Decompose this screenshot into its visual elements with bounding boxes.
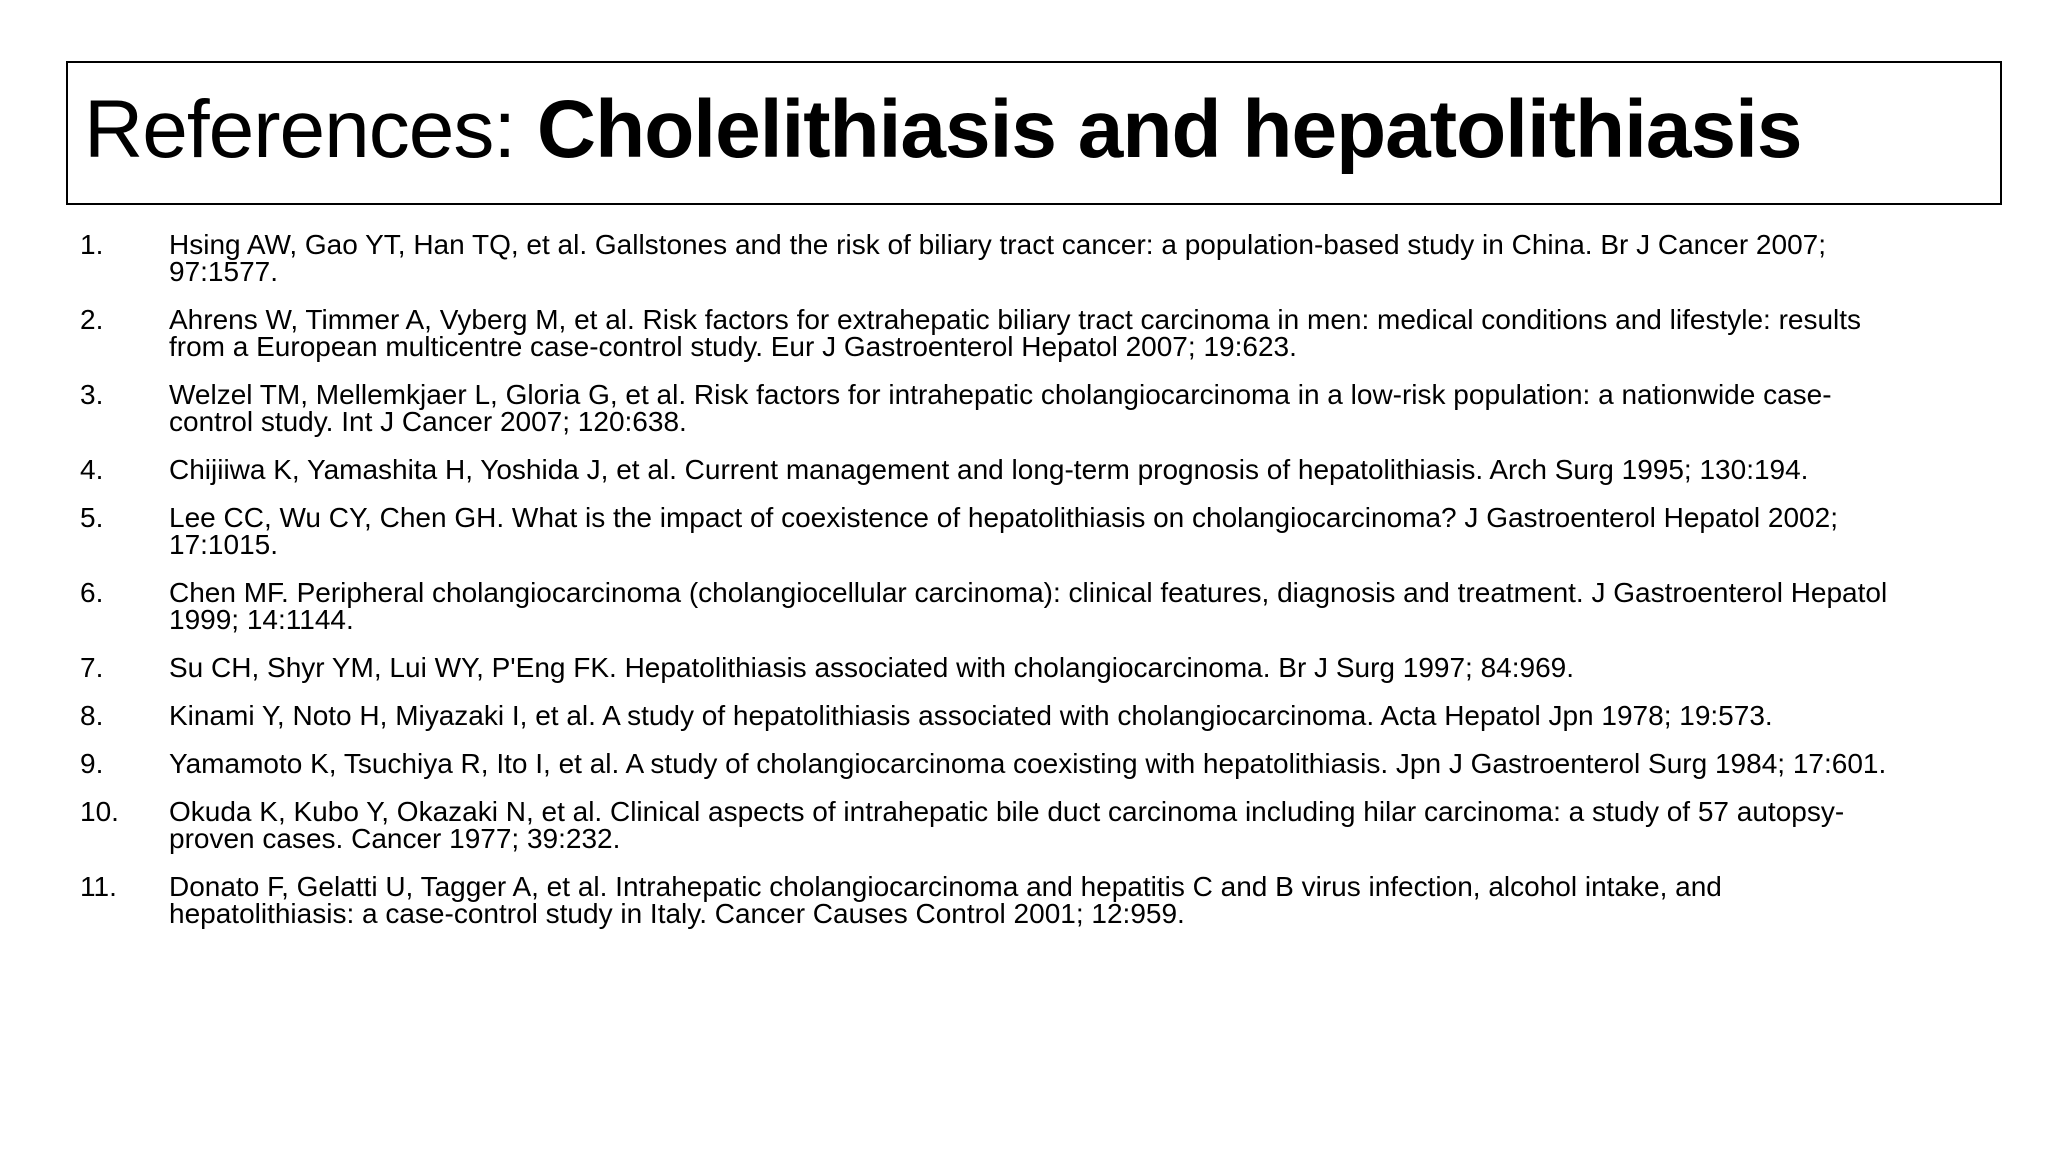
title-main: Cholelithiasis and hepatolithiasis (536, 84, 1802, 175)
reference-line: Lee CC, Wu CY, Chen GH. What is the impact of coexistence of hepatolithiasis on cholangiocarcinoma? J Gastroenterol Hepatol 2002; (169, 502, 1838, 533)
reference-number: 5. (80, 502, 104, 533)
reference-text (169, 579, 1980, 633)
reference-text (169, 750, 1980, 777)
title-box (66, 61, 2002, 205)
reference-line: 1999; 14:1144. (169, 604, 354, 635)
reference-number: 1. (80, 229, 104, 260)
reference-line: Kinami Y, Noto H, Miyazaki I, et al. A study of hepatolithiasis associated with cholangiocarcinoma. Acta Hepatol Jpn 1978; 19:573. (169, 700, 1773, 731)
reference-item (80, 702, 1980, 729)
reference-item (80, 306, 1980, 360)
reference-text (169, 654, 1980, 681)
reference-item (80, 750, 1980, 777)
reference-item (80, 381, 1980, 435)
reference-line: Chijiiwa K, Yamashita H, Yoshida J, et al. Current management and long-term prognosis of hepatolithiasis. Arch Surg 1995; 130:194. (169, 454, 1809, 485)
reference-number: 3. (80, 379, 104, 410)
reference-list (80, 231, 1980, 948)
reference-text (169, 456, 1980, 483)
reference-number: 8. (80, 700, 104, 731)
reference-text (169, 504, 1980, 558)
reference-item (80, 231, 1980, 285)
reference-text (169, 306, 1980, 360)
reference-line: Welzel TM, Mellemkjaer L, Gloria G, et al. Risk factors for intrahepatic cholangiocarcinoma in a low-risk population: a nationwide case- (169, 379, 1832, 410)
reference-text (169, 231, 1980, 285)
reference-line: Chen MF. Peripheral cholangiocarcinoma (cholangiocellular carcinoma): clinical features, diagnosis and treatment. J Gastroenterol Hepatol (169, 577, 1888, 608)
reference-line: from a European multicentre case-control study. Eur J Gastroenterol Hepatol 2007; 19:623. (169, 331, 1297, 362)
reference-line: proven cases. Cancer 1977; 39:232. (169, 823, 621, 854)
reference-line: Okuda K, Kubo Y, Okazaki N, et al. Clinical aspects of intrahepatic bile duct carcinoma including hilar carcinoma: a study of 57 autopsy- (169, 796, 1845, 827)
reference-line: 97:1577. (169, 256, 278, 287)
reference-line: Ahrens W, Timmer A, Vyberg M, et al. Risk factors for extrahepatic biliary tract carcinoma in men: medical conditions and lifestyle: results (169, 304, 1862, 335)
reference-number: 10. (80, 796, 119, 827)
reference-line: Hsing AW, Gao YT, Han TQ, et al. Gallstones and the risk of biliary tract cancer: a population-based study in China. Br J Cancer 2007; (169, 229, 1826, 260)
reference-line: control study. Int J Cancer 2007; 120:638. (169, 406, 687, 437)
reference-number: 2. (80, 304, 104, 335)
reference-item (80, 654, 1980, 681)
reference-number: 9. (80, 748, 104, 779)
reference-number: 11. (80, 871, 117, 902)
reference-line: Donato F, Gelatti U, Tagger A, et al. Intrahepatic cholangiocarcinoma and hepatitis C and B virus infection, alcohol intake, and (169, 871, 1722, 902)
reference-text (169, 702, 1980, 729)
reference-number: 7. (80, 652, 104, 683)
title-prefix: References: (84, 84, 537, 175)
reference-text (169, 381, 1980, 435)
reference-item (80, 579, 1980, 633)
reference-item (80, 504, 1980, 558)
reference-item (80, 456, 1980, 483)
reference-line: Su CH, Shyr YM, Lui WY, P'Eng FK. Hepatolithiasis associated with cholangiocarcinoma. Br J Surg 1997; 84:969. (169, 652, 1575, 683)
reference-number: 6. (80, 577, 104, 608)
reference-line: Yamamoto K, Tsuchiya R, Ito I, et al. A study of cholangiocarcinoma coexisting with hepatolithiasis. Jpn J Gastroenterol Surg 1984; 17:601. (169, 748, 1887, 779)
slide-title (84, 71, 1802, 189)
reference-line: 17:1015. (169, 529, 278, 560)
reference-item (80, 798, 1980, 852)
reference-text (169, 873, 1980, 927)
reference-text (169, 798, 1980, 852)
reference-item (80, 873, 1980, 927)
reference-number: 4. (80, 454, 104, 485)
reference-line: hepatolithiasis: a case-control study in Italy. Cancer Causes Control 2001; 12:959. (169, 898, 1185, 929)
